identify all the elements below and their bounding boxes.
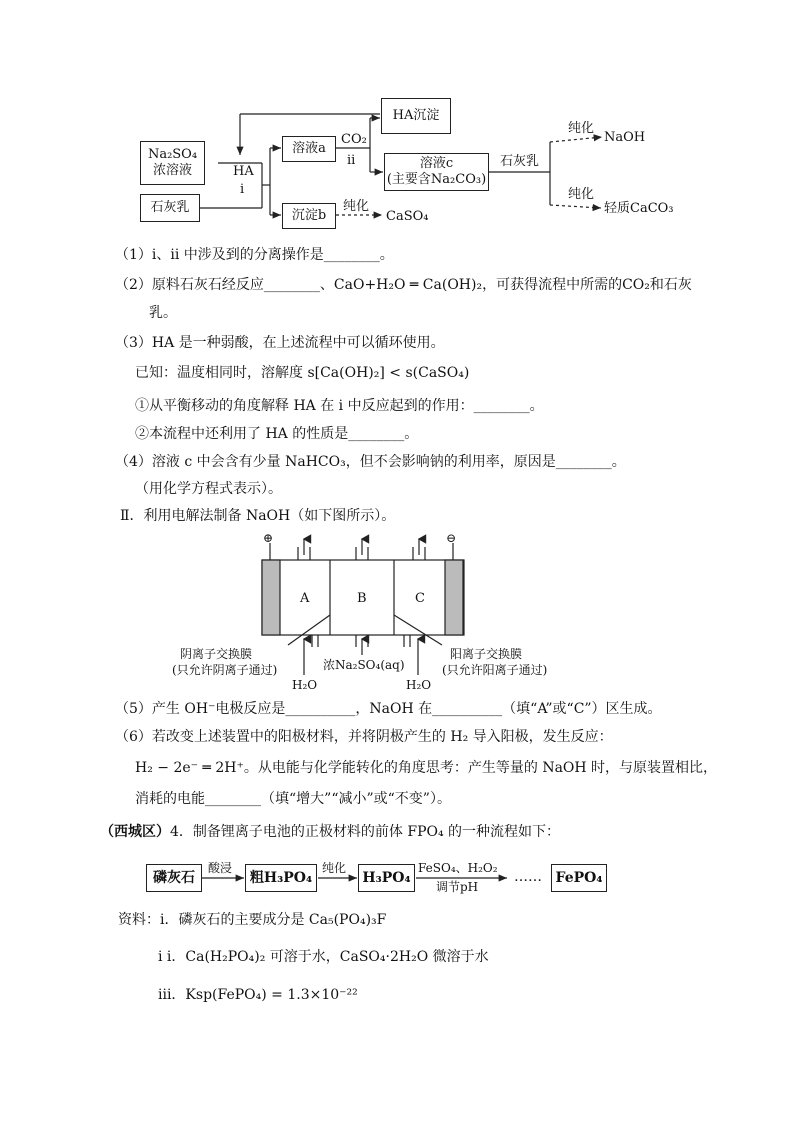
box-phosphorite: 磷灰石 — [146, 864, 202, 892]
step-purify: 纯化 — [322, 861, 347, 875]
cation-membrane-label: 阳离子交换膜 — [450, 647, 523, 661]
anion-membrane-note: (只允许阴离子通过) — [172, 663, 278, 677]
zone-b-label: B — [357, 591, 367, 606]
box-crude-h3po4: 粗H₃PO₄ — [245, 864, 317, 892]
cathode-minus-sign: ⊖ — [446, 531, 457, 545]
box-na2so4-line2: 浓溶液 — [152, 163, 192, 178]
info-item-3: iii．Ksp(FePO₄) = 1.3×10⁻²² — [158, 987, 358, 1003]
question-5: （5）产生 OH⁻电极反应是__________，NaOH 在__________（填“A”或“C”）区生成。 — [115, 701, 662, 717]
water-inlet-right: H₂O — [406, 678, 432, 692]
anion-membrane-label: 阴离子交换膜 — [180, 647, 253, 661]
step-acid-leach: 酸浸 — [208, 861, 233, 875]
question-4-line2: （用化学方程式表示）。 — [135, 481, 282, 497]
box-precipitate-b: 沉淀b — [282, 203, 336, 229]
box-na2so4-solution — [140, 141, 205, 185]
box-ha-precipitate: HA沉淀 — [381, 98, 451, 134]
label-purify-caso4: 纯化 — [343, 199, 370, 214]
info-item-1: 资料：i．磷灰石的主要成分是 Ca₅(PO₄)₃F — [118, 912, 387, 928]
question-4-line1: （4）溶液 c 中会含有少量 NaHCO₃，但不会影响钠的利用率，原因是________。 — [115, 454, 626, 470]
box-fepo4: FePO₄ — [551, 864, 607, 892]
question-3-known: 已知：温度相同时，溶解度 s[Ca(OH)₂] < s(CaSO₄) — [135, 365, 470, 381]
question-3: （3）HA 是一种弱酸，在上述流程中可以循环使用。 — [115, 335, 445, 351]
question-4-header — [100, 822, 560, 842]
question-1: （1）i、ii 中涉及到的分离操作是________。 — [115, 247, 394, 263]
label-ha: HA — [233, 164, 254, 179]
question-3-sub2: ②本流程中还利用了 HA 的性质是________。 — [135, 426, 419, 442]
step-reagents: FeSO₄、H₂O₂ — [418, 861, 498, 875]
question-6-line2: H₂ − 2e⁻ ═ 2H⁺。从电能与化学能转化的角度思考：产生等量的 NaOH 时，与原装置相比， — [135, 760, 718, 776]
water-inlet-left: H₂O — [292, 678, 318, 692]
info-item-2: i i．Ca(H₂PO₄)₂ 可溶于水，CaSO₄·2H₂O 微溶于水 — [158, 949, 489, 965]
district-label: （西城区） — [100, 824, 170, 840]
flow-continuation-dots: …… — [514, 869, 542, 885]
question-6-line1: （6）若改变上述装置中的阳极材料，并将阴极产生的 H₂ 导入阳极，发生反应： — [115, 729, 613, 745]
box-na2so4-line1: Na₂SO₄ — [147, 147, 198, 162]
zone-a-label: A — [300, 591, 310, 606]
zone-c-label: C — [415, 591, 425, 606]
label-naoh: NaOH — [604, 130, 646, 145]
box-solution-c-line1: 溶液c — [419, 156, 454, 171]
box-lime-milk: 石灰乳 — [140, 194, 200, 222]
box-solution-a: 溶液a — [282, 136, 336, 162]
question-2-line1: （2）原料石灰石经反应________、CaO+H₂O ═ Ca(OH)₂，可获得流程中所需的CO₂和石灰 — [115, 277, 692, 293]
box-solution-c — [384, 153, 489, 191]
label-purify-caco3: 纯化 — [568, 187, 595, 202]
label-co2: CO₂ — [341, 132, 367, 147]
label-caco3: 轻质CaCO₃ — [604, 201, 674, 216]
step-adjust-ph: 调节pH — [436, 880, 479, 894]
cation-membrane-note: (只允许阳离子通过) — [442, 663, 548, 677]
label-step-i: i — [240, 182, 245, 197]
question-2-line2: 乳。 — [149, 305, 177, 321]
label-step-ii: ii — [347, 153, 356, 168]
question-3-sub1: ①从平衡移动的角度解释 HA 在 i 中反应起到的作用：________。 — [135, 398, 544, 414]
label-purify-naoh: 纯化 — [568, 121, 595, 136]
label-lime-milk-2: 石灰乳 — [500, 154, 540, 169]
part-2-heading: Ⅱ．利用电解法制备 NaOH（如下图所示）。 — [120, 508, 396, 524]
anode-plus-sign: ⊕ — [263, 531, 274, 545]
question-4-intro: 4．制备锂离子电池的正极材料的前体 FPO₄ 的一种流程如下： — [170, 824, 561, 840]
feed-label: 浓Na₂SO₄(aq) — [323, 658, 405, 672]
question-6-line3: 消耗的电能________（填“增大”“减小”或“不变”）。 — [135, 791, 451, 807]
box-solution-c-line2: (主要含Na₂CO₃) — [386, 172, 487, 187]
box-h3po4: H₃PO₄ — [358, 864, 415, 892]
label-caso4: CaSO₄ — [386, 209, 429, 224]
